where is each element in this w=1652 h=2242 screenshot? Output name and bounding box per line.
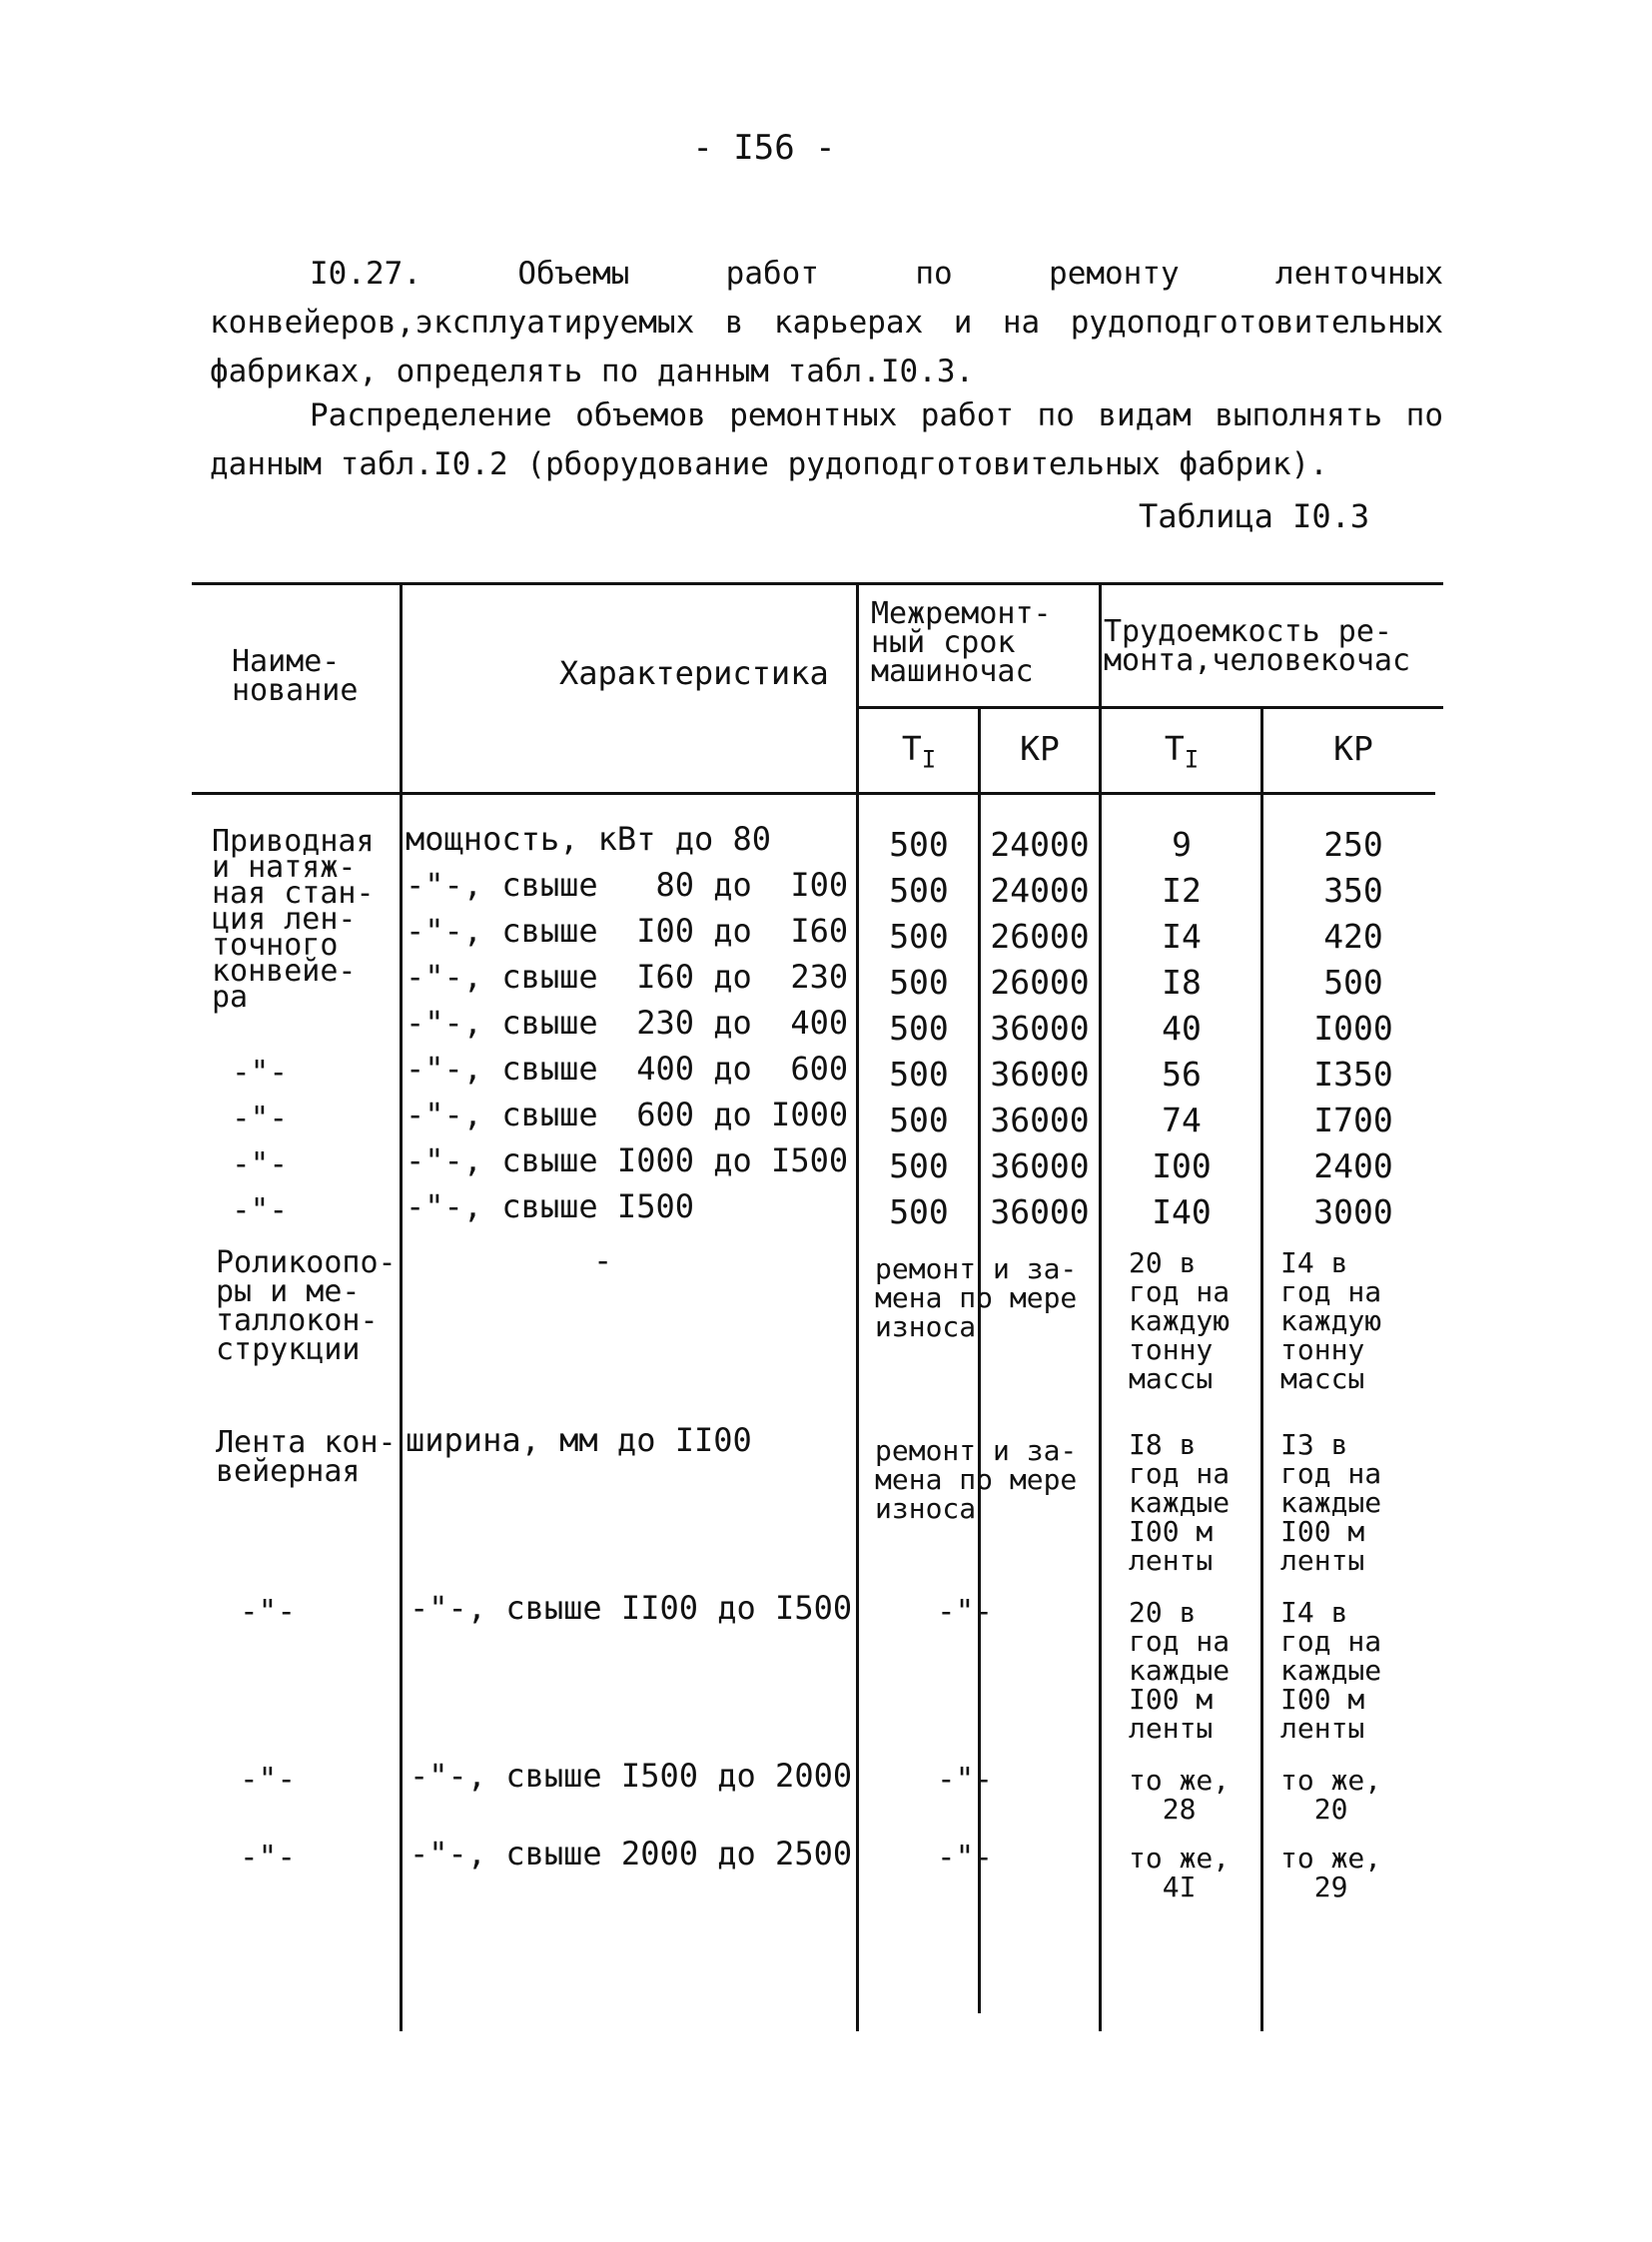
table-row-kr: 26000 xyxy=(990,917,1090,956)
table-row-kr: 24000 xyxy=(990,871,1090,910)
table-row-t1-labor: I40 xyxy=(1152,1192,1212,1231)
table-row-kr-labor: 420 xyxy=(1323,917,1383,956)
table-row-characteristic: -"-, свыше I00 до I60 xyxy=(406,912,849,950)
belt-row-kr-labor: то же, 29 xyxy=(1280,1842,1382,1903)
table-row-kr-labor: 350 xyxy=(1323,871,1383,910)
rollers-t1-labor: 20 в год на каждую тонну массы xyxy=(1129,1246,1231,1395)
table-row-kr-labor: 2400 xyxy=(1313,1146,1393,1185)
table-row-t1-labor: 74 xyxy=(1162,1101,1202,1139)
table-row-t1: 500 xyxy=(889,825,949,864)
belt-name: Лента кон- вейерная xyxy=(216,1425,397,1489)
table-row-t1-labor: 56 xyxy=(1162,1055,1202,1094)
table-row-t1-labor: I4 xyxy=(1162,917,1202,956)
ditto-name-belt-2: -"- xyxy=(240,1762,296,1798)
table-row-t1: 500 xyxy=(889,963,949,1002)
ditto-name-4: -"- xyxy=(232,1192,288,1228)
belt-row-characteristic: -"-, свыше I500 до 2000 xyxy=(410,1757,853,1795)
table-row-t1-labor: 9 xyxy=(1172,825,1192,864)
belt-kr-labor: I3 в год на каждые I00 м ленты xyxy=(1280,1428,1382,1577)
table-row-kr-labor: I700 xyxy=(1313,1101,1393,1139)
ditto-name-1: -"- xyxy=(232,1055,288,1091)
table-top-rule xyxy=(192,582,1443,585)
belt-row-interval: -"- xyxy=(937,1840,993,1875)
column-rule-4 xyxy=(1099,585,1102,2031)
rollers-kr-labor: I4 в год на каждую тонну массы xyxy=(1280,1246,1382,1395)
header-t1-interval: $T_I$ xyxy=(901,729,937,774)
belt-row-interval: -"- xyxy=(937,1594,993,1630)
header-bottom-rule xyxy=(192,792,1435,795)
table-row-kr: 26000 xyxy=(990,963,1090,1002)
table-row-kr: 24000 xyxy=(990,825,1090,864)
table-row-kr-labor: I000 xyxy=(1313,1009,1393,1048)
table-row-characteristic: -"-, свыше 230 до 400 xyxy=(406,1004,849,1042)
table-row-t1: 500 xyxy=(889,1009,949,1048)
rollers-characteristic: - xyxy=(593,1241,613,1279)
belt-row-kr-labor: I4 в год на каждые I00 м ленты xyxy=(1280,1596,1382,1745)
table-caption: Таблица I0.3 xyxy=(1139,497,1370,535)
belt-characteristic: ширина, мм до II00 xyxy=(406,1421,752,1459)
table-row-characteristic: -"-, свыше 600 до I000 xyxy=(406,1096,849,1133)
column-rule-2 xyxy=(856,585,859,2031)
header-t1-labor: $T_I$ xyxy=(1164,729,1200,774)
table-row-characteristic: -"-, свыше I500 xyxy=(406,1187,694,1225)
table-row-kr: 36000 xyxy=(990,1192,1090,1231)
column-rule-1 xyxy=(400,585,403,2031)
paragraph-2: Распределение объемов ремонтных работ по видам выполнять по данным табл.I0.2 (рборудование рудоподготовительных фабрик). xyxy=(210,397,1443,482)
table-row-t1: 500 xyxy=(889,871,949,910)
table-row-t1-labor: I00 xyxy=(1152,1146,1212,1185)
table-row-characteristic: мощность, кВт до 80 xyxy=(406,820,772,858)
table-row-kr-labor: I350 xyxy=(1313,1055,1393,1094)
table-row-kr: 36000 xyxy=(990,1009,1090,1048)
table-row-t1-labor: I2 xyxy=(1162,871,1202,910)
table-row-t1-labor: 40 xyxy=(1162,1009,1202,1048)
header-divider-rule xyxy=(859,706,1443,709)
header-kr-labor: КР xyxy=(1333,729,1373,768)
paragraph-1: I0.27. Объемы работ по ремонту ленточных конвейеров,эксплуатируемых в карьерах и на рудоподготовительных фабриках, определять по данным табл.I0.3. xyxy=(210,256,1443,389)
table-row-characteristic: -"-, свыше 400 до 600 xyxy=(406,1050,849,1088)
header-characteristic: Характеристика xyxy=(559,654,829,692)
table-row-kr: 36000 xyxy=(990,1055,1090,1094)
belt-row-t1-labor: то же, 28 xyxy=(1129,1764,1231,1826)
table-row-characteristic: -"-, свыше I000 до I500 xyxy=(406,1141,849,1179)
table-row-t1: 500 xyxy=(889,917,949,956)
ditto-name-belt-1: -"- xyxy=(240,1594,296,1630)
header-labor: Трудоемкость ре- монта,человекочас xyxy=(1104,614,1411,678)
table-row-kr-labor: 500 xyxy=(1323,963,1383,1002)
table-row-t1: 500 xyxy=(889,1146,949,1185)
ditto-name-belt-3: -"- xyxy=(240,1840,296,1875)
belt-t1-labor: I8 в год на каждые I00 м ленты xyxy=(1129,1428,1231,1577)
belt-row-characteristic: -"-, свыше 2000 до 2500 xyxy=(410,1835,853,1872)
table-row-t1-labor: I8 xyxy=(1162,963,1202,1002)
header-name: Наиме- нование xyxy=(232,644,359,708)
ditto-name-2: -"- xyxy=(232,1101,288,1136)
header-kr-interval: КР xyxy=(1020,729,1060,768)
belt-row-characteristic: -"-, свыше II00 до I500 xyxy=(410,1589,853,1627)
table-row-characteristic: -"-, свыше 80 до I00 xyxy=(406,866,849,904)
table-row-t1: 500 xyxy=(889,1055,949,1094)
belt-row-t1-labor: то же, 4I xyxy=(1129,1842,1231,1903)
belt-interval: ремонт и за- мена по мере износа xyxy=(875,1434,1078,1525)
ditto-name-3: -"- xyxy=(232,1146,288,1182)
table-row-kr-labor: 3000 xyxy=(1313,1192,1393,1231)
header-interval: Межремонт- ный срок машиночас xyxy=(871,596,1052,689)
rollers-interval: ремонт и за- мена по мере износа xyxy=(875,1252,1078,1343)
belt-row-t1-labor: 20 в год на каждые I00 м ленты xyxy=(1129,1596,1231,1745)
table-row-t1: 500 xyxy=(889,1192,949,1231)
rollers-name: Роликоопо- ры и ме- таллокон- струкции xyxy=(216,1245,397,1367)
table-row-t1: 500 xyxy=(889,1101,949,1139)
belt-row-kr-labor: то же, 20 xyxy=(1280,1764,1382,1826)
table-row-characteristic: -"-, свыше I60 до 230 xyxy=(406,958,849,996)
table-row-kr: 36000 xyxy=(990,1101,1090,1139)
table-row-kr: 36000 xyxy=(990,1146,1090,1185)
table-row-kr-labor: 250 xyxy=(1323,825,1383,864)
belt-row-interval: -"- xyxy=(937,1762,993,1798)
drive-station-name: Приводная и натяж- ная стан- ция лен- точного конвейе- ра xyxy=(212,824,375,1015)
page-number: - I56 - xyxy=(692,128,836,168)
